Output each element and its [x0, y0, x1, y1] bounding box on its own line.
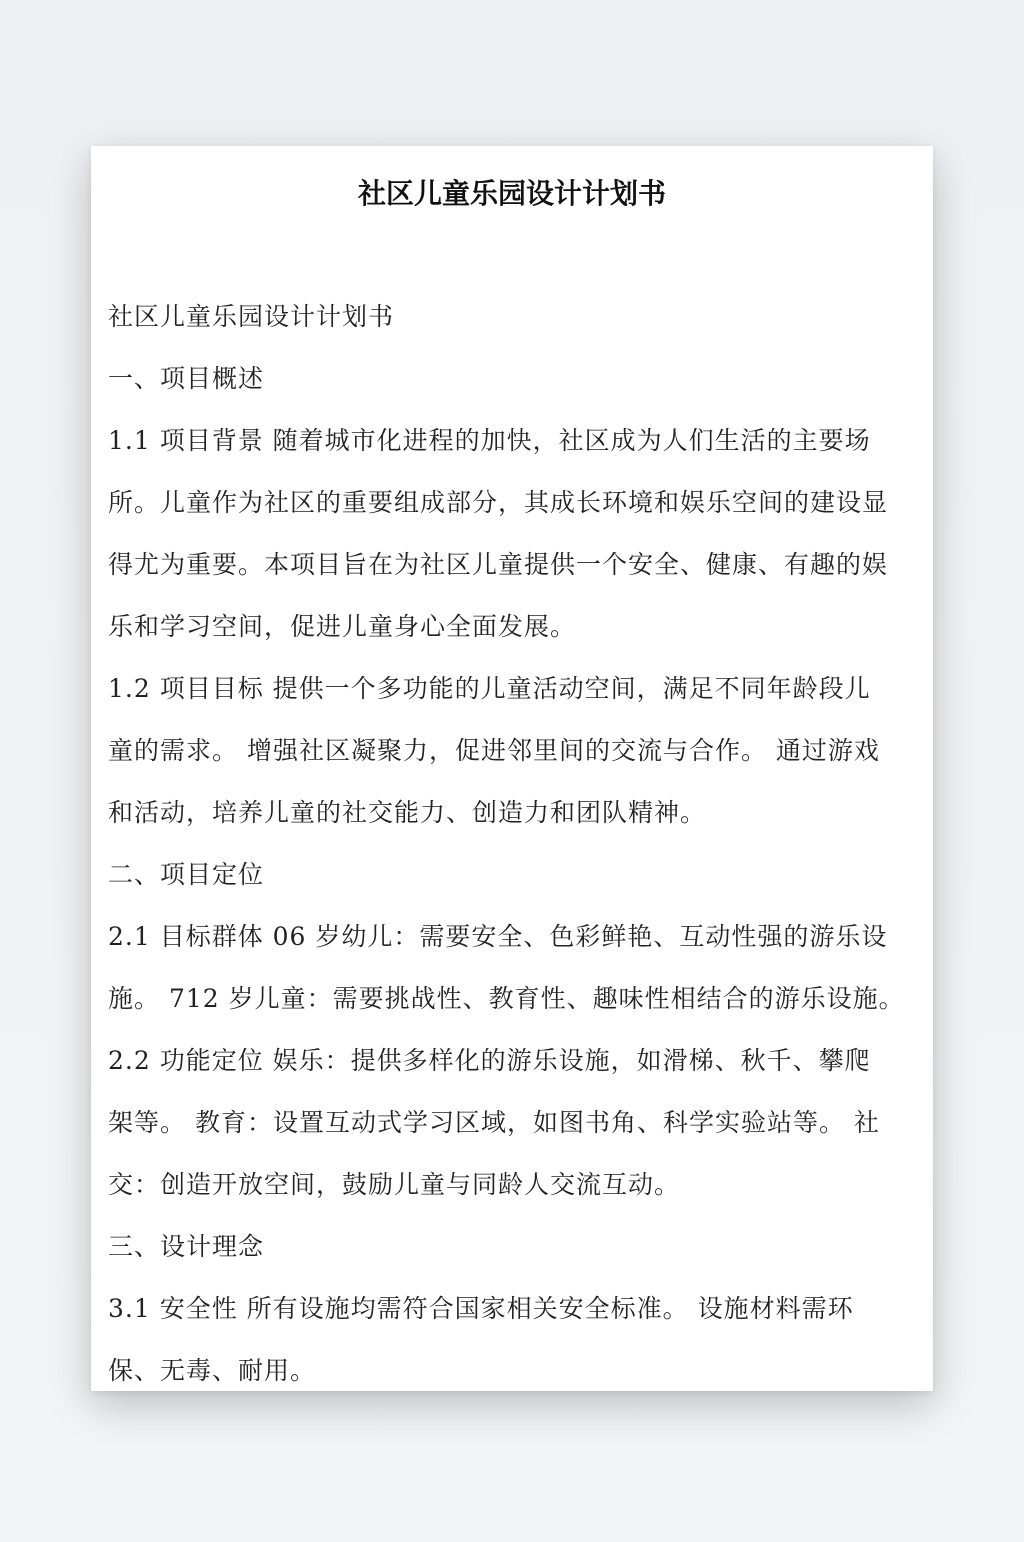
text-line: 一、项目概述: [108, 364, 265, 393]
document-body: [108, 290, 918, 1406]
text-line: 童的需求。 增强社区凝聚力，促进邻里间的交流与合作。 通过游戏: [108, 736, 880, 765]
text-line: 交：创造开放空间，鼓励儿童与同龄人交流互动。: [108, 1170, 681, 1199]
text-line: 乐和学习空间，促进儿童身心全面发展。: [108, 612, 577, 641]
text-line: 所。儿童作为社区的重要组成部分，其成长环境和娱乐空间的建设显: [108, 488, 889, 517]
text-line: 二、项目定位: [108, 860, 265, 889]
text-line: 2.1 目标群体 06 岁幼儿：需要安全、色彩鲜艳、互动性强的游乐设: [108, 922, 888, 951]
text-line: 3.1 安全性 所有设施均需符合国家相关安全标准。 设施材料需环: [108, 1294, 854, 1323]
document-title: 社区儿童乐园设计计划书: [357, 177, 666, 210]
text-line: 1.2 项目目标 提供一个多功能的儿童活动空间，满足不同年龄段儿: [108, 674, 871, 703]
text-line: 得尤为重要。本项目旨在为社区儿童提供一个安全、健康、有趣的娱: [108, 550, 889, 579]
text-line: 1.1 项目背景 随着城市化进程的加快，社区成为人们生活的主要场: [108, 426, 871, 455]
text-line: 社区儿童乐园设计计划书: [108, 302, 395, 331]
text-line: 保、无毒、耐用。: [108, 1356, 317, 1385]
text-line: 三、设计理念: [108, 1232, 265, 1261]
text-line: 和活动，培养儿童的社交能力、创造力和团队精神。: [108, 798, 707, 827]
text-line: 2.2 功能定位 娱乐：提供多样化的游乐设施，如滑梯、秋千、攀爬: [108, 1046, 871, 1075]
text-line: 施。 712 岁儿童：需要挑战性、教育性、趣味性相结合的游乐设施。: [108, 984, 905, 1013]
text-line: 架等。 教育：设置互动式学习区域，如图书角、科学实验站等。 社: [108, 1108, 880, 1137]
